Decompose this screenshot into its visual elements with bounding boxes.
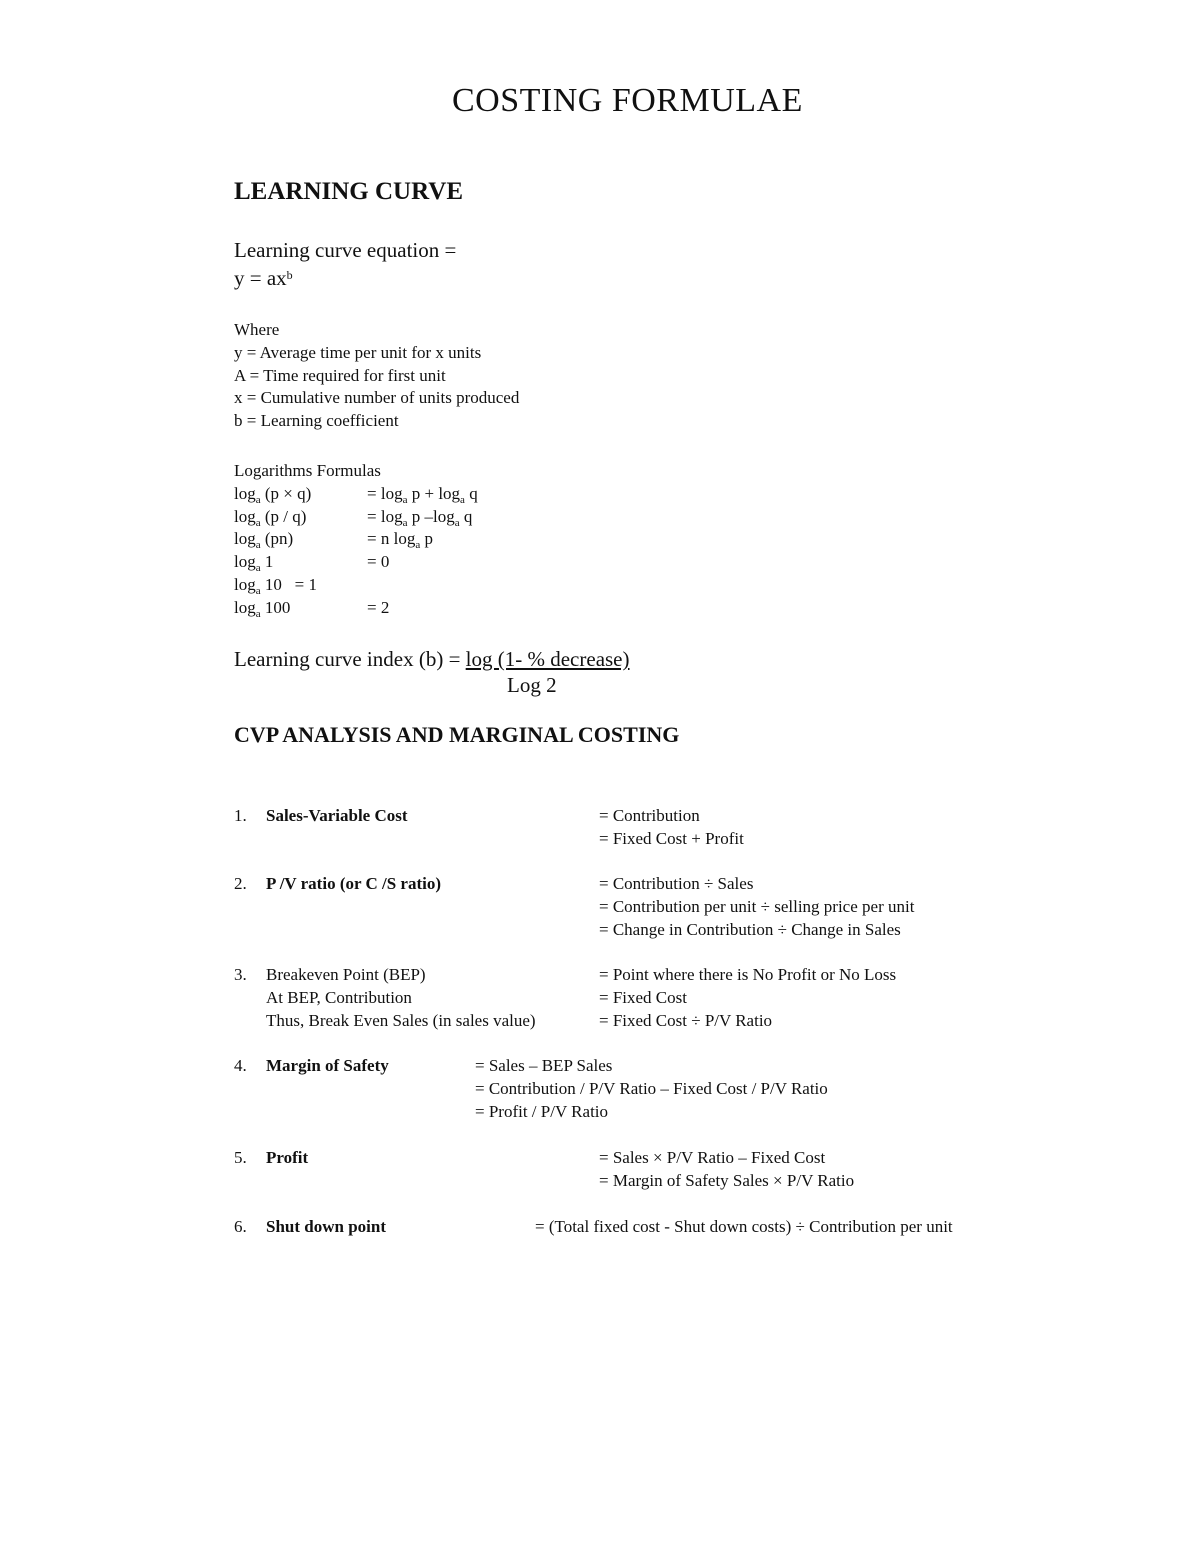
item-formula: = Profit / P/V Ratio bbox=[475, 1102, 609, 1121]
where-label: Where bbox=[234, 320, 280, 339]
item-label: Breakeven Point (BEP) bbox=[266, 965, 426, 984]
learning-curve-index bbox=[234, 647, 630, 672]
index-label: Learning curve index (b) = bbox=[234, 647, 466, 671]
item-number: 1. bbox=[234, 806, 247, 825]
item-label: P /V ratio (or C /S ratio) bbox=[266, 874, 442, 893]
item-label: Margin of Safety bbox=[266, 1056, 389, 1075]
log-rule-rhs: = $\log_a p$ $-\log_a$ q bbox=[367, 507, 473, 529]
item-formula: = Change in Contribution ÷ Change in Sales bbox=[599, 920, 901, 939]
item-label: Thus, Break Even Sales (in sales value) bbox=[266, 1011, 536, 1030]
log-rule-lhs: $\log_a (p \times q)$ bbox=[234, 484, 312, 506]
item-formula: = Sales × P/V Ratio – Fixed Cost bbox=[599, 1148, 826, 1167]
item-formula: = Contribution ÷ Sales bbox=[599, 874, 754, 893]
definition-line: b = Learning coefficient bbox=[234, 411, 399, 430]
definition-line: A = Time required for first unit bbox=[234, 366, 446, 385]
index-numerator: log (1- % decrease) bbox=[465, 647, 630, 671]
item-number: 6. bbox=[234, 1217, 247, 1236]
log-rule-lhs: $\log_a (pn)$ bbox=[234, 529, 294, 551]
item-label: At BEP, Contribution bbox=[266, 988, 412, 1007]
item-formula: = Contribution / P/V Ratio – Fixed Cost / P/V Ratio bbox=[475, 1079, 828, 1098]
log-rule-lhs: $\log_a 1$ bbox=[234, 552, 274, 574]
item-formula: = Sales – BEP Sales bbox=[475, 1056, 613, 1075]
log-rule-lhs: $\log_a (p / q)$ bbox=[234, 507, 307, 529]
item-label: Sales-Variable Cost bbox=[266, 806, 408, 825]
definition-line: y = Average time per unit for x units bbox=[234, 343, 482, 362]
log-formulas-heading: Logarithms Formulas bbox=[234, 461, 381, 480]
log-rule-lhs: $\log_a 100$ bbox=[234, 598, 291, 620]
item-formula: = Point where there is No Profit or No Loss bbox=[599, 965, 897, 984]
item-number: 2. bbox=[234, 874, 247, 893]
item-formula: = Fixed Cost bbox=[599, 988, 687, 1007]
log-rule-lhs: $\log_a 10 = 1$ bbox=[234, 575, 317, 597]
log-rule-rhs: = 2 bbox=[367, 598, 390, 617]
equation-base: y = ax bbox=[234, 266, 287, 290]
item-formula: = Fixed Cost + Profit bbox=[599, 829, 744, 848]
item-number: 5. bbox=[234, 1148, 247, 1167]
index-denominator: Log 2 bbox=[507, 673, 557, 697]
definition-line: x = Cumulative number of units produced bbox=[234, 388, 520, 407]
item-formula: = Fixed Cost ÷ P/V Ratio bbox=[599, 1011, 773, 1030]
cvp-heading: CVP ANALYSIS AND MARGINAL COSTING bbox=[234, 722, 680, 747]
item-formula: = Contribution bbox=[599, 806, 700, 825]
equation-label: Learning curve equation = bbox=[234, 238, 457, 262]
item-formula: = Contribution per unit ÷ selling price per unit bbox=[599, 897, 915, 916]
item-formula: = (Total fixed cost - Shut down costs) ÷ Contribution per unit bbox=[535, 1217, 953, 1236]
item-label: Shut down point bbox=[266, 1217, 387, 1236]
log-rule-rhs: = $\log_a p + \log_a q$ bbox=[367, 484, 478, 506]
log-rule-rhs: = n $\log_a p$ bbox=[367, 529, 433, 551]
document-title: COSTING FORMULAE bbox=[452, 82, 803, 119]
log-rule-rhs: = 0 bbox=[367, 552, 390, 571]
item-formula: = Margin of Safety Sales × P/V Ratio bbox=[599, 1171, 855, 1190]
learning-curve-equation bbox=[234, 266, 293, 291]
learning-curve-heading: LEARNING CURVE bbox=[234, 178, 464, 205]
item-number: 3. bbox=[234, 965, 247, 984]
item-number: 4. bbox=[234, 1056, 247, 1075]
item-label: Profit bbox=[266, 1148, 309, 1167]
equation-exponent: b bbox=[286, 268, 293, 282]
